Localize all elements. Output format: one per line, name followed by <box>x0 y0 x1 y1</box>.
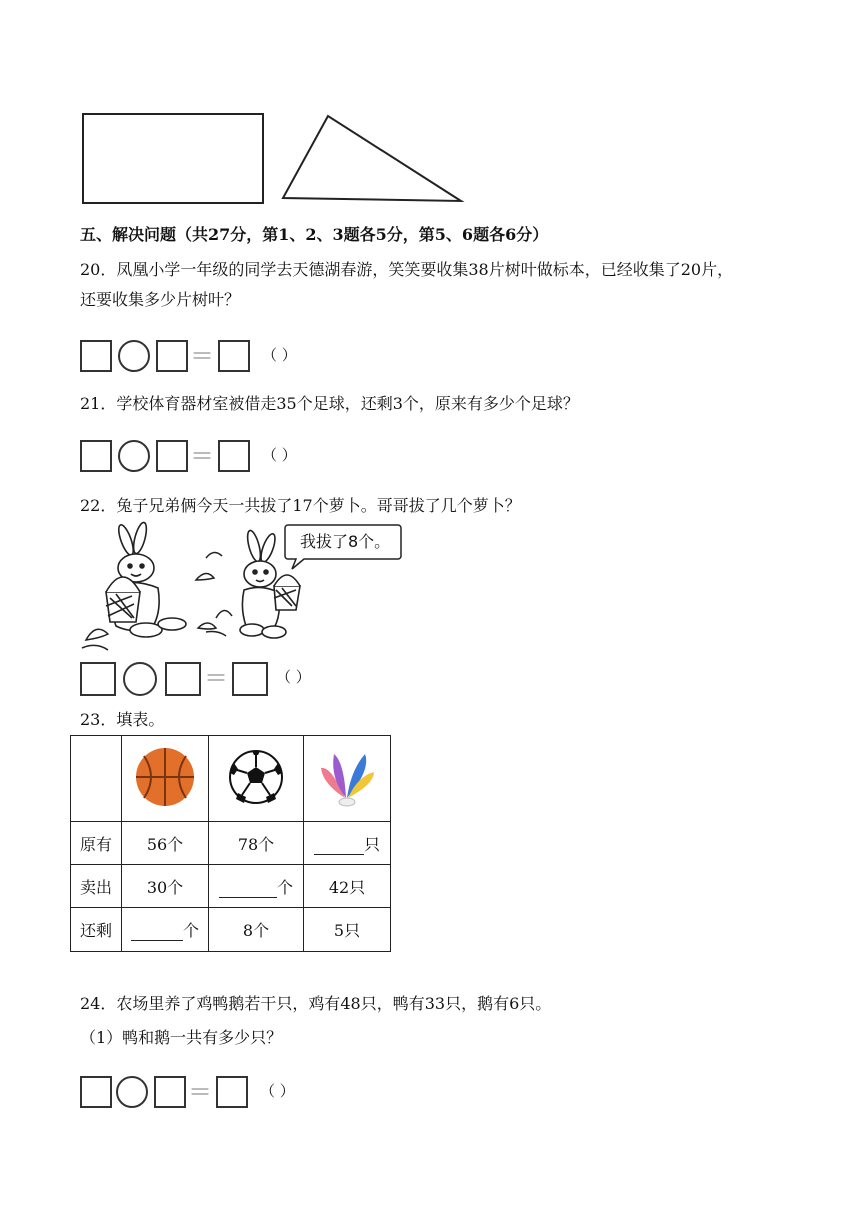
answer-blank[interactable] <box>131 922 183 941</box>
row-label-remaining: 还剩 <box>71 908 122 952</box>
speech-bubble-text: 我拔了8个。 <box>300 532 391 551</box>
table-corner-cell <box>71 736 122 822</box>
row-label-original: 原有 <box>71 822 122 865</box>
q20-equals-sign: ＝ <box>190 342 214 370</box>
q22-equation <box>80 662 340 696</box>
q22-unit-paren[interactable]: （ ） <box>276 668 311 686</box>
table-row <box>71 736 391 822</box>
q22-text: 22．兔子兄弟俩今天一共拔了17个萝卜。哥哥拔了几个萝卜？ <box>80 496 521 515</box>
cell-soccer-remaining: 8个 <box>209 908 304 952</box>
table-header-soccer <box>209 736 304 822</box>
q24-equals-sign: ＝ <box>188 1078 212 1106</box>
q21-equation <box>80 440 320 474</box>
soccer-ball-icon <box>228 749 284 805</box>
cell-basketball-original: 56个 <box>122 822 209 865</box>
unit-label: 个 <box>182 921 199 940</box>
answer-blank[interactable] <box>219 879 277 898</box>
cell-basketball-remaining[interactable] <box>122 908 209 952</box>
q20-operand1-box[interactable] <box>80 340 112 372</box>
table-row <box>71 865 391 908</box>
basketball-icon <box>134 746 196 808</box>
q24-operator-circle[interactable] <box>116 1076 148 1108</box>
q22-operand1-box[interactable] <box>80 662 116 696</box>
cell-basketball-sold: 30个 <box>122 865 209 908</box>
q24-result-box[interactable] <box>216 1076 248 1108</box>
q20-text-line2: 还要收集多少片树叶？ <box>80 290 241 309</box>
shuttlecock-icon <box>317 746 377 808</box>
table-row <box>71 908 391 952</box>
q23-table <box>70 735 391 952</box>
section-heading: 五、解决问题（共27分，第1、2、3题各5分，第5、6题各6分） <box>80 225 549 244</box>
q21-result-box[interactable] <box>218 440 250 472</box>
q22-equals-sign: ＝ <box>204 664 228 692</box>
q21-text: 21．学校体育器材室被借走35个足球，还剩3个，原来有多少个足球？ <box>80 394 579 413</box>
q24-operand1-box[interactable] <box>80 1076 112 1108</box>
q24-equation <box>80 1076 320 1110</box>
triangle-shape <box>283 116 461 201</box>
q20-equation <box>80 340 320 374</box>
q22-result-box[interactable] <box>232 662 268 696</box>
table-row <box>71 822 391 865</box>
q24-text: 24．农场里养了鸡鸭鹅若干只，鸡有48只，鸭有33只，鹅有6只。 <box>80 994 552 1013</box>
q23-text: 23．填表。 <box>80 710 165 729</box>
cell-shuttlecock-sold: 42只 <box>304 865 391 908</box>
cell-soccer-sold[interactable] <box>209 865 304 908</box>
q21-operand2-box[interactable] <box>156 440 188 472</box>
q20-result-box[interactable] <box>218 340 250 372</box>
row-label-sold: 卖出 <box>71 865 122 908</box>
cell-shuttlecock-remaining: 5只 <box>304 908 391 952</box>
rabbit-brother-left-icon <box>106 521 186 637</box>
unit-label: 只 <box>363 834 380 854</box>
q21-unit-paren[interactable]: （ ） <box>262 446 297 464</box>
q24-operand2-box[interactable] <box>154 1076 186 1108</box>
table-header-shuttlecock <box>304 736 391 822</box>
cell-soccer-original: 78个 <box>209 822 304 865</box>
q20-text-line1: 20．凤凰小学一年级的同学去天德湖春游，笑笑要收集38片树叶做标本，已经收集了20片， <box>80 260 734 279</box>
q21-operand1-box[interactable] <box>80 440 112 472</box>
q21-operator-circle[interactable] <box>118 440 150 472</box>
q22-operator-circle[interactable] <box>123 662 157 696</box>
q22-operand2-box[interactable] <box>165 662 201 696</box>
table-header-basketball <box>122 736 209 822</box>
shapes-figure <box>78 108 468 208</box>
unit-label: 个 <box>276 877 293 897</box>
rectangle-shape <box>83 114 263 203</box>
q20-unit-paren[interactable]: （ ） <box>262 346 297 364</box>
answer-blank[interactable] <box>314 836 364 855</box>
q24-unit-paren[interactable]: （ ） <box>260 1082 295 1100</box>
q20-operator-circle[interactable] <box>118 340 150 372</box>
cell-shuttlecock-original[interactable] <box>304 822 391 865</box>
q24-sub1-text: （1）鸭和鹅一共有多少只？ <box>80 1028 283 1047</box>
q20-operand2-box[interactable] <box>156 340 188 372</box>
q21-equals-sign: ＝ <box>190 442 214 470</box>
